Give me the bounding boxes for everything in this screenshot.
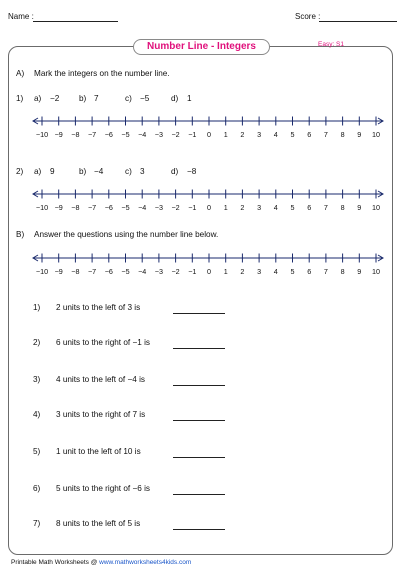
number-line-label: 1 bbox=[223, 203, 228, 212]
number-line-label: 9 bbox=[357, 267, 362, 276]
number-line-label: 8 bbox=[340, 203, 345, 212]
number-line-label: 7 bbox=[323, 203, 328, 212]
item-letter: c) bbox=[125, 167, 132, 176]
answer-blank[interactable] bbox=[173, 313, 225, 314]
answer-blank[interactable] bbox=[173, 385, 225, 386]
item-value: −5 bbox=[140, 94, 150, 103]
number-line-label: 5 bbox=[290, 203, 295, 212]
section-b-instruction: Answer the questions using the number line below. bbox=[34, 230, 219, 239]
number-line-label: 9 bbox=[357, 203, 362, 212]
number-line-label: 10 bbox=[372, 267, 380, 276]
answer-blank[interactable] bbox=[173, 457, 225, 458]
number-line-label: −4 bbox=[138, 130, 147, 139]
section-b-letter: B) bbox=[16, 230, 25, 239]
number-line-label: −2 bbox=[171, 267, 180, 276]
number-line-label: 6 bbox=[307, 203, 312, 212]
score-field[interactable] bbox=[319, 21, 397, 22]
number-line-label: 1 bbox=[223, 267, 228, 276]
section-a-instruction: Mark the integers on the number line. bbox=[34, 69, 170, 78]
answer-blank[interactable] bbox=[173, 529, 225, 530]
number-line-label: 9 bbox=[357, 130, 362, 139]
number-line-label: 4 bbox=[273, 267, 278, 276]
number-line-label: −8 bbox=[71, 130, 80, 139]
item-value: −8 bbox=[187, 167, 197, 176]
number-line-label: 2 bbox=[240, 267, 245, 276]
number-line-label: −5 bbox=[121, 203, 130, 212]
question-number: 3) bbox=[33, 375, 41, 384]
item-value: 9 bbox=[50, 167, 55, 176]
number-line-label: 5 bbox=[290, 267, 295, 276]
question-text: 5 units to the right of −6 is bbox=[56, 484, 150, 493]
number-line-label: −8 bbox=[71, 203, 80, 212]
number-line-label: 8 bbox=[340, 130, 345, 139]
number-line-label: −4 bbox=[138, 267, 147, 276]
number-line-label: −7 bbox=[87, 130, 97, 139]
number-line-label: 3 bbox=[257, 203, 262, 212]
item-value: −2 bbox=[50, 94, 60, 103]
footer bbox=[11, 559, 191, 566]
number-line-svg bbox=[32, 188, 384, 214]
number-line-label: 6 bbox=[307, 130, 312, 139]
number-line-label: −10 bbox=[35, 203, 49, 212]
item-letter: d) bbox=[171, 167, 179, 176]
number-line-label: 0 bbox=[207, 203, 211, 212]
number-line-label: −3 bbox=[154, 203, 164, 212]
number-line-label: −7 bbox=[87, 203, 97, 212]
number-line-label: −9 bbox=[54, 267, 63, 276]
number-line-label: −3 bbox=[154, 267, 164, 276]
footer-url[interactable]: www.mathworksheets4kids.com bbox=[99, 559, 192, 566]
question-text: 4 units to the left of −4 is bbox=[56, 375, 145, 384]
number-line-label: −2 bbox=[171, 130, 180, 139]
number-line-label: −9 bbox=[54, 130, 63, 139]
answer-blank[interactable] bbox=[173, 348, 225, 349]
number-line-label: −1 bbox=[188, 130, 197, 139]
number-line-label: 4 bbox=[273, 203, 278, 212]
number-line-label: −2 bbox=[171, 203, 180, 212]
number-line-label: −4 bbox=[138, 203, 147, 212]
number-line-label: 0 bbox=[207, 267, 211, 276]
item-letter: d) bbox=[171, 94, 179, 103]
number-line[interactable] bbox=[32, 115, 384, 141]
number-line[interactable] bbox=[32, 252, 384, 278]
level-label: Easy: S1 bbox=[318, 41, 345, 48]
worksheet-title: Number Line - Integers bbox=[133, 39, 270, 55]
number-line-svg bbox=[32, 115, 384, 141]
question-number: 4) bbox=[33, 410, 41, 419]
item-letter: c) bbox=[125, 94, 132, 103]
number-line-label: 10 bbox=[372, 203, 380, 212]
number-line-label: 10 bbox=[372, 130, 380, 139]
answer-blank[interactable] bbox=[173, 420, 225, 421]
item-value: 1 bbox=[187, 94, 192, 103]
question-text: 6 units to the right of −1 is bbox=[56, 338, 150, 347]
question-number: 2) bbox=[33, 338, 41, 347]
number-line-label: 4 bbox=[273, 130, 278, 139]
number-line-label: −8 bbox=[71, 267, 80, 276]
number-line-label: −6 bbox=[104, 203, 113, 212]
number-line-label: 3 bbox=[257, 267, 262, 276]
number-line-label: 8 bbox=[340, 267, 345, 276]
question-text: 3 units to the right of 7 is bbox=[56, 410, 146, 419]
number-line-label: 6 bbox=[307, 267, 312, 276]
name-field[interactable] bbox=[33, 21, 118, 22]
item-value: −4 bbox=[94, 167, 104, 176]
question-text: 1 unit to the left of 10 is bbox=[56, 447, 141, 456]
item-letter: b) bbox=[79, 167, 87, 176]
item-value: 3 bbox=[140, 167, 145, 176]
number-line-label: −10 bbox=[35, 267, 49, 276]
item-value: 7 bbox=[94, 94, 99, 103]
number-line-label: −7 bbox=[87, 267, 97, 276]
number-line-label: −9 bbox=[54, 203, 63, 212]
number-line-label: −6 bbox=[104, 267, 113, 276]
answer-blank[interactable] bbox=[173, 494, 225, 495]
question-number: 1) bbox=[33, 303, 41, 312]
question-text: 2 units to the left of 3 is bbox=[56, 303, 141, 312]
number-line-label: 2 bbox=[240, 130, 245, 139]
number-line-label: 1 bbox=[223, 130, 228, 139]
number-line-label: −1 bbox=[188, 267, 197, 276]
number-line-label: −3 bbox=[154, 130, 164, 139]
number-line-label: 7 bbox=[323, 130, 328, 139]
item-letter: a) bbox=[34, 167, 42, 176]
question-number: 7) bbox=[33, 519, 41, 528]
number-line-label: 0 bbox=[207, 130, 211, 139]
footer-prefix: Printable Math Worksheets @ bbox=[11, 559, 100, 566]
number-line-label: 7 bbox=[323, 267, 328, 276]
question-number: 6) bbox=[33, 484, 41, 493]
question-number: 5) bbox=[33, 447, 41, 456]
number-line-label: −5 bbox=[121, 130, 130, 139]
number-line-label: −6 bbox=[104, 130, 113, 139]
item-letter: a) bbox=[34, 94, 42, 103]
number-line[interactable] bbox=[32, 188, 384, 214]
item-letter: b) bbox=[79, 94, 87, 103]
question-text: 8 units to the left of 5 is bbox=[56, 519, 141, 528]
number-line-label: 3 bbox=[257, 130, 262, 139]
problem-number: 2) bbox=[16, 167, 24, 176]
number-line-label: −1 bbox=[188, 203, 197, 212]
score-label: Score : bbox=[295, 12, 321, 21]
number-line-label: −5 bbox=[121, 267, 130, 276]
number-line-label: 5 bbox=[290, 130, 295, 139]
section-a-letter: A) bbox=[16, 69, 25, 78]
name-label: Name : bbox=[8, 12, 34, 21]
number-line-label: 2 bbox=[240, 203, 245, 212]
number-line-label: −10 bbox=[35, 130, 49, 139]
problem-number: 1) bbox=[16, 94, 24, 103]
number-line-svg bbox=[32, 252, 384, 278]
